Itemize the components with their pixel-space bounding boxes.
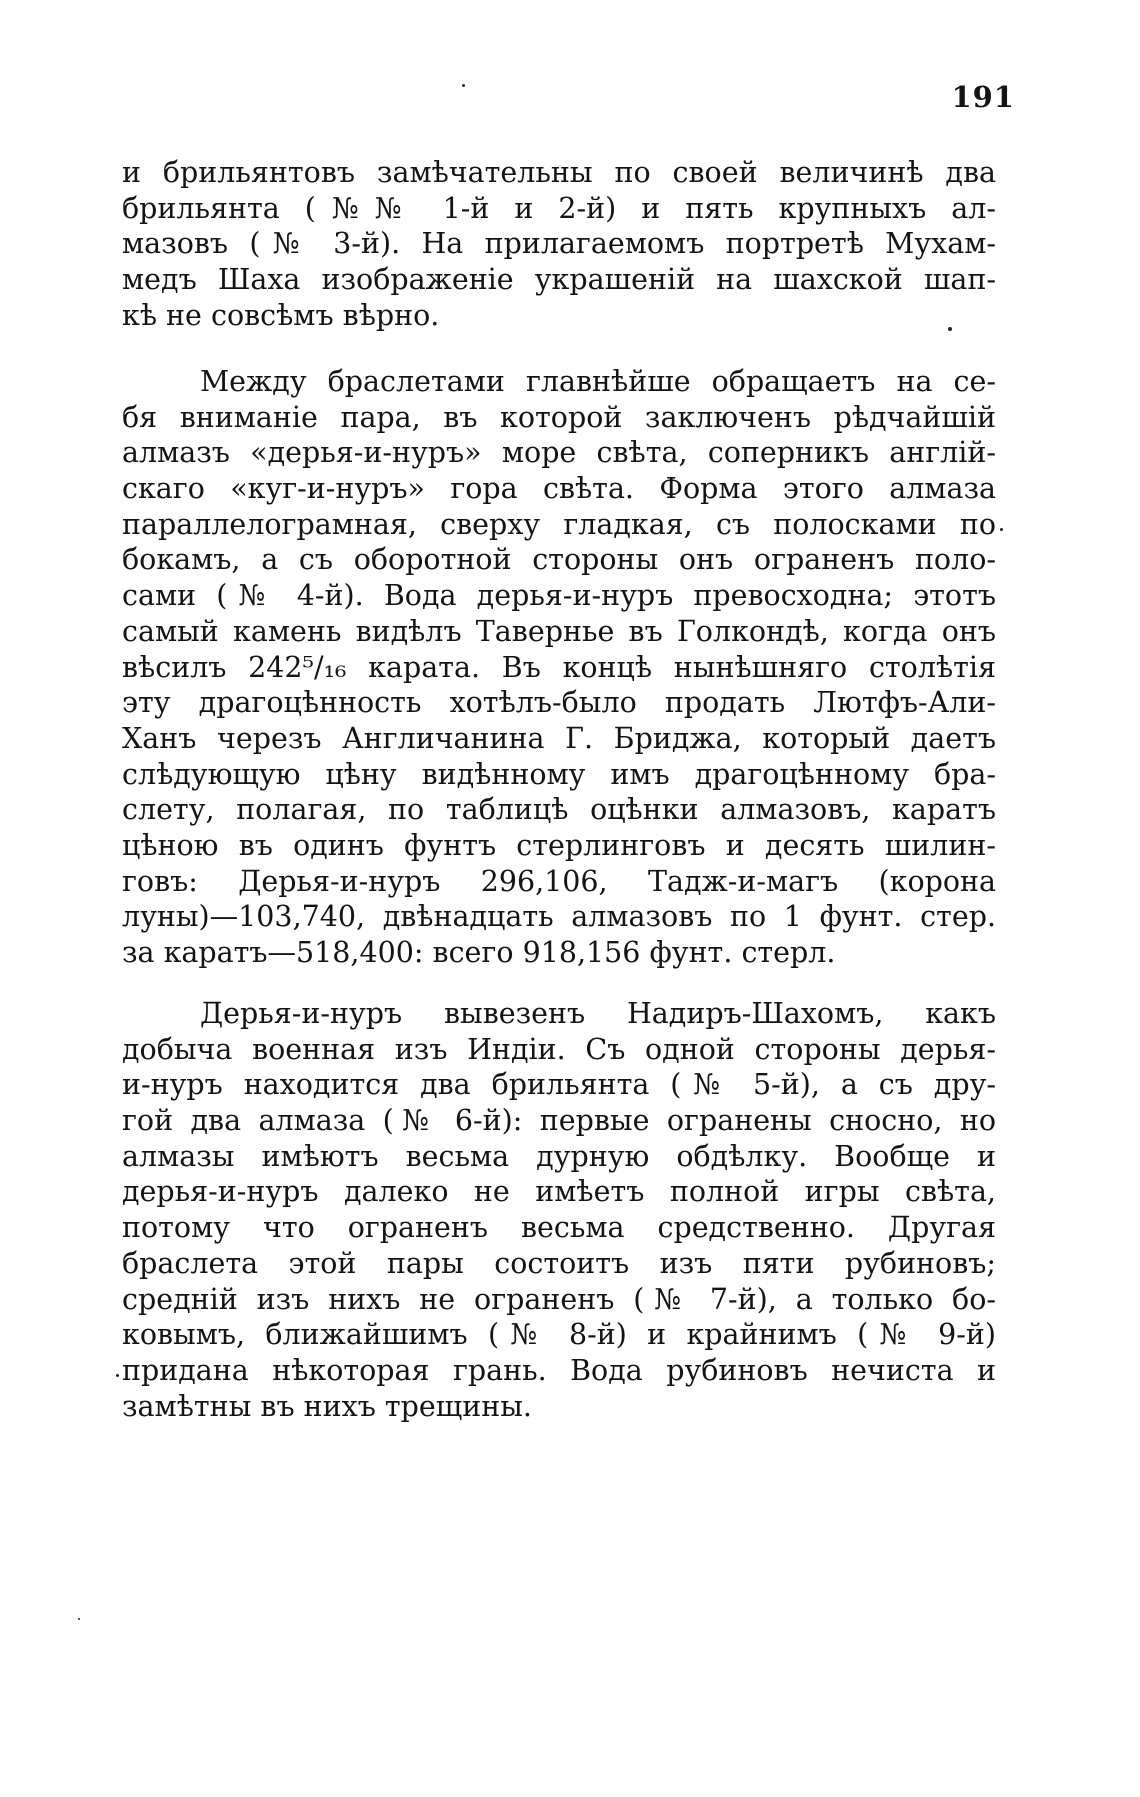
text-line: мазовъ (№ 3-й). На прилагаемомъ портретѣ Мухам- — [122, 227, 996, 261]
text-line: бокамъ, а съ оборотной стороны онъ ограненъ поло- — [122, 543, 996, 577]
text-line: браслета этой пары состоитъ изъ пяти рубиновъ; — [122, 1246, 996, 1280]
text-line: эту драгоцѣнность хотѣлъ-было продать Лютфъ-Али- — [122, 686, 996, 720]
text-line: кѣ не совсѣмъ вѣрно. — [122, 298, 440, 332]
text-line: самый камень видѣлъ Тавернье въ Голкондѣ, когда онъ — [122, 614, 996, 648]
text-line: среднiй изъ нихъ не ограненъ (№ 7-й), а только бо- — [122, 1282, 996, 1316]
text-line: алмазы имѣютъ весьма дурную обдѣлку. Вообще и — [122, 1139, 996, 1173]
text-line: медъ Шаха изображенiе украшенiй на шахской шап- — [122, 263, 996, 297]
scan-speck — [116, 1374, 119, 1377]
text-line: Ханъ черезъ Англичанина Г. Бриджа, который даетъ — [122, 721, 996, 755]
text-line: скаго «куг-и-нуръ» гора свѣта. Форма этого алмаза — [122, 472, 996, 506]
text-line: и брильянтовъ замѣчательны по своей величинѣ два — [122, 156, 996, 189]
text-line: слету, полагая, по таблицѣ оцѣнки алмазовъ, каратъ — [122, 793, 996, 827]
text-line: ковымъ, ближайшимъ (№ 8-й) и крайнимъ (№ 9-й) — [122, 1318, 996, 1352]
text-line: бя вниманiе пара, въ которой заключенъ рѣдчайшiй — [122, 400, 996, 434]
scan-speck — [1000, 528, 1003, 531]
page-number: 191 — [951, 80, 1015, 114]
scan-speck — [78, 1618, 80, 1620]
paragraph-2 — [122, 364, 996, 971]
text-line: цѣною въ одинъ фунтъ стерлинговъ и десять шилин- — [122, 828, 996, 862]
text-line: луны)—103,740, двѣнадцать алмазовъ по 1 фунт. стер. — [122, 900, 996, 934]
text-line: придана нѣкоторая грань. Вода рубиновъ нечиста и — [122, 1353, 996, 1387]
text-line: добыча военная изъ Индiи. Съ одной стороны дерья- — [122, 1032, 996, 1066]
text-line: слѣдующую цѣну видѣнному имъ драгоцѣнному бра- — [122, 757, 996, 791]
text-line: Дерья-и-нуръ вывезенъ Надиръ-Шахомъ, какъ — [200, 997, 996, 1030]
paragraph-1 — [122, 155, 996, 333]
paragraph-3 — [122, 996, 996, 1424]
text-line: за каратъ—518,400: всего 918,156 фунт. стерл. — [122, 936, 836, 969]
text-line: вѣсилъ 242⁵/₁₆ карата. Въ концѣ нынѣшняго столѣтiя — [122, 650, 996, 684]
scan-speck — [948, 327, 952, 331]
text-line: гой два алмаза (№ 6-й): первые огранены сносно, но — [122, 1104, 996, 1138]
scan-speck — [462, 84, 465, 87]
text-line: замѣтны въ нихъ трещины. — [122, 1389, 532, 1423]
text-line: Между браслетами главнѣйше обращаетъ на се- — [200, 365, 996, 398]
text-line: говъ: Дерья-и-нуръ 296,106, Тадж-и-магъ (корона — [122, 864, 996, 898]
text-line: параллелограмная, сверху гладкая, съ полосками по — [122, 507, 996, 541]
text-line: сами (№ 4-й). Вода дерья-и-нуръ превосходна; этотъ — [122, 579, 996, 613]
text-line: и-нуръ находится два брильянта (№ 5-й), а съ дру- — [122, 1068, 996, 1102]
text-line: алмазъ «дерья-и-нуръ» море свѣта, соперникъ англiй- — [122, 436, 996, 470]
text-line: брильянта (№№ 1-й и 2-й) и пять крупныхъ ал- — [122, 191, 996, 225]
text-line: потому что ограненъ весьма средственно. Другая — [122, 1211, 996, 1245]
text-line: дерья-и-нуръ далеко не имѣетъ полной игры свѣта, — [122, 1175, 996, 1209]
